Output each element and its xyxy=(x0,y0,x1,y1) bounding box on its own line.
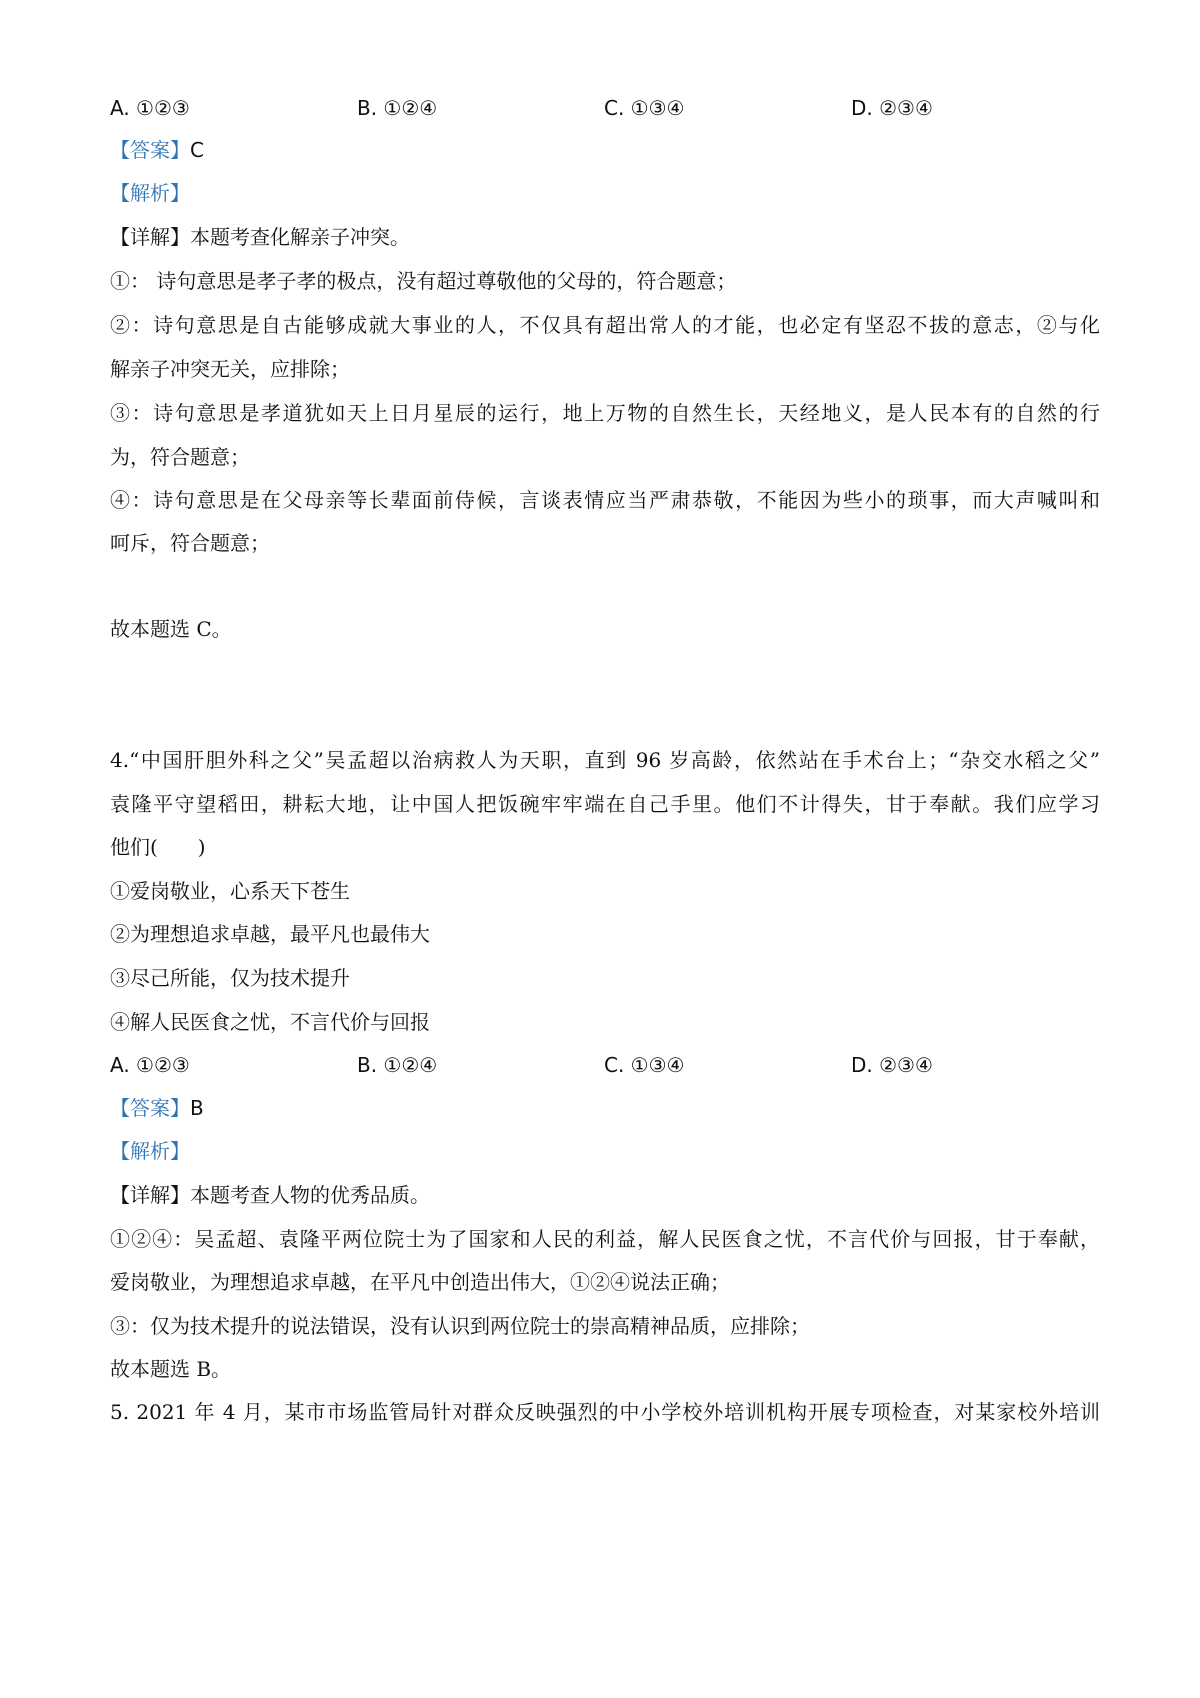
q3-explanation-line: ①： 诗句意思是孝子孝的极点，没有超过尊敬他的父母的，符合题意； xyxy=(110,269,737,293)
q3-option-a: A. ①②③ xyxy=(110,96,190,120)
answer-value: C xyxy=(190,138,204,162)
q4-statement: ③尽己所能，仅为技术提升 xyxy=(110,966,350,990)
q3-answer xyxy=(110,134,1100,166)
q4-stem-line: 袁隆平守望稻田，耕耘大地，让中国人把饭碗牢牢端在自己手里。他们不计得失，甘于奉献。我们应学习 xyxy=(110,792,1100,816)
q4-option-b: B. ①②④ xyxy=(357,1053,438,1077)
q4-options-row xyxy=(110,1049,1100,1081)
q3-option-d: D. ②③④ xyxy=(851,96,933,120)
answer-value: B xyxy=(190,1096,204,1120)
q4-detail: 【详解】本题考查人物的优秀品质。 xyxy=(110,1183,430,1207)
q3-conclusion: 故本题选 C。 xyxy=(110,617,232,641)
q3-explanation-line: ②：诗句意思是自古能够成就大事业的人，不仅具有超出常人的才能，也必定有坚忍不拔的意志，②与化 xyxy=(110,313,1100,337)
answer-label: 【答案】 xyxy=(110,138,190,162)
q5-stem-line: 5. 2021 年 4 月，某市市场监管局针对群众反映强烈的中小学校外培训机构开展专项检查，对某家校外培训 xyxy=(110,1400,1100,1424)
q4-stem-line: 他们( ) xyxy=(110,835,206,859)
q3-explanation-line: ③：诗句意思是孝道犹如天上日月星辰的运行，地上万物的自然生长，天经地义，是人民本有的自然的行 xyxy=(110,401,1100,425)
q3-explanation-line: 呵斥，符合题意； xyxy=(110,531,270,555)
q3-explanation-line: ④：诗句意思是在父母亲等长辈面前侍候，言谈表情应当严肃恭敬，不能因为些小的琐事，而大声喊叫和 xyxy=(110,488,1100,512)
q3-detail: 【详解】本题考查化解亲子冲突。 xyxy=(110,225,410,249)
q4-explanation-line: ③：仅为技术提升的说法错误，没有认识到两位院士的崇高精神品质，应排除； xyxy=(110,1314,810,1338)
q4-statement: ④解人民医食之忧，不言代价与回报 xyxy=(110,1010,430,1034)
q4-option-c: C. ①③④ xyxy=(604,1053,685,1077)
q4-conclusion: 故本题选 B。 xyxy=(110,1357,232,1381)
q4-option-a: A. ①②③ xyxy=(110,1053,190,1077)
q4-option-d: D. ②③④ xyxy=(851,1053,933,1077)
q4-answer xyxy=(110,1092,1100,1124)
q3-explanation-line: 为，符合题意； xyxy=(110,445,250,469)
q4-explanation-line: 爱岗敬业，为理想追求卓越，在平凡中创造出伟大，①②④说法正确； xyxy=(110,1270,730,1294)
q4-analysis-label: 【解析】 xyxy=(110,1139,190,1163)
answer-label: 【答案】 xyxy=(110,1096,190,1120)
q3-option-b: B. ①②④ xyxy=(357,96,438,120)
q3-analysis-label: 【解析】 xyxy=(110,181,190,205)
q4-statement: ②为理想追求卓越，最平凡也最伟大 xyxy=(110,922,430,946)
q4-stem-line: 4.“中国肝胆外科之父”吴孟超以治病救人为天职，直到 96 岁高龄，依然站在手术台上；“杂交水稻之父” xyxy=(110,748,1100,772)
q3-option-c: C. ①③④ xyxy=(604,96,685,120)
q4-explanation-line: ①②④：吴孟超、袁隆平两位院士为了国家和人民的利益，解人民医食之忧，不言代价与回报，甘于奉献， xyxy=(110,1227,1100,1251)
q3-options-row xyxy=(110,92,1100,124)
q4-statement: ①爱岗敬业，心系天下苍生 xyxy=(110,879,350,903)
q3-explanation-line: 解亲子冲突无关，应排除； xyxy=(110,357,350,381)
